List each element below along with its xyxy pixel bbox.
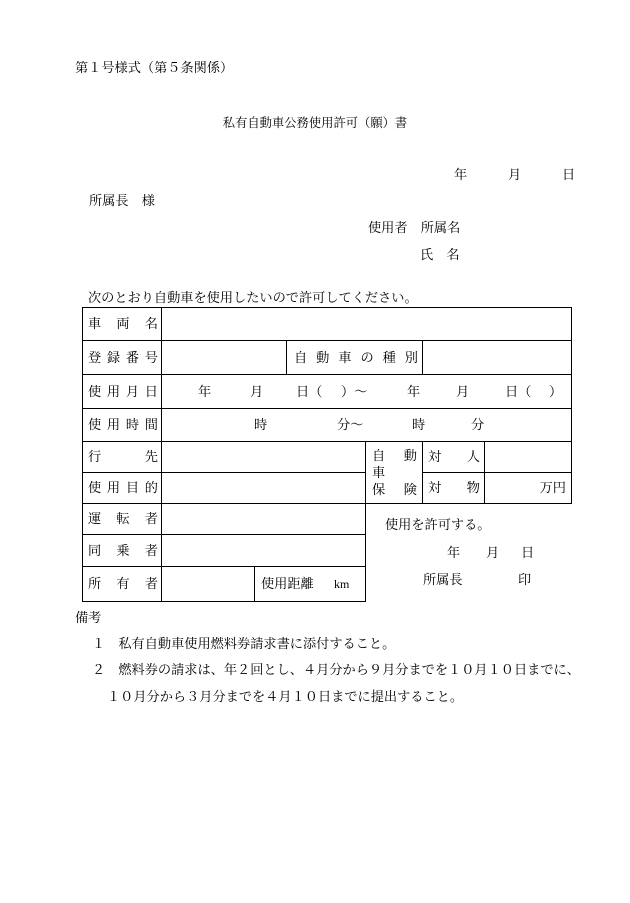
usage-date-end-weekday-close: ） [549,384,563,399]
application-table [82,307,572,602]
property-damage-label: 対 物 [422,472,485,504]
driver-label: 運 転 者 [82,503,162,535]
registration-number-field [161,340,287,375]
application-date-year-label: 年 [454,167,468,182]
remark-item-1: １ 私有自動車使用燃料券請求書に添付すること。 [92,636,396,651]
insurance-label-line-1: 自 動 車 [372,448,417,480]
approval-date-month-label: 月 [486,545,500,560]
usage-date-range-separator: ）～ [341,384,368,399]
usage-time-field [161,408,572,442]
approval-date-day-label: 日 [521,545,535,560]
distance-unit: km [334,577,350,591]
approver-label: 所属長 [423,572,463,587]
usage-time-end-hour: 時 [412,417,426,432]
form-number: 第１号様式（第５条関係） [75,60,234,75]
usage-date-end-year: 年 [407,384,421,399]
vehicle-type-label: 自 動 車 の 種 別 [286,340,423,375]
purpose-field [161,472,366,504]
bodily-injury-label: 対 人 [422,441,485,473]
destination-field [161,441,366,473]
form-title: 私有自動車公務使用許可（願）書 [222,116,408,130]
approval-section [365,503,572,602]
application-date-month-label: 月 [508,167,522,182]
distance-label: 使用距離 [261,576,314,591]
remarks-section [75,610,595,706]
owner-field [161,566,255,602]
usage-date-field [161,374,572,409]
property-damage-field [484,472,572,504]
usage-time-end-minute: 分 [471,417,485,432]
usage-time-label: 使 用 時 間 [82,408,162,442]
applicant-affiliation-label: 使用者 所属名 [368,220,461,235]
seal-label: 印 [518,572,532,587]
approval-date-year-label: 年 [447,545,461,560]
addressee-label: 所属長 様 [89,193,155,208]
insurance-label [365,441,423,504]
application-date-day-label: 日 [562,167,576,182]
application-date [454,167,576,183]
vehicle-name-label: 車 両 名 [82,307,162,341]
usage-date-start-month: 月 [250,384,264,399]
passenger-label: 同 乗 者 [82,534,162,567]
applicant-name-label: 氏 名 [420,247,460,262]
request-text: 次のとおり自動車を使用したいので許可してください。 [88,290,418,305]
distance-field [254,566,366,602]
driver-field [161,503,366,535]
owner-label: 所 有 者 [82,566,162,602]
remark-item-2-line-2: １０月分から３月分までを４月１０日までに提出すること。 [107,689,464,704]
usage-time-start-hour: 時 [254,417,268,432]
approval-text: 使用を許可する。 [385,517,491,532]
property-damage-unit: 万円 [539,480,566,495]
purpose-label: 使 用 目 的 [82,472,162,504]
destination-label: 行 先 [82,441,162,473]
vehicle-type-field [422,340,572,375]
registration-number-label: 登 録 番 号 [82,340,162,375]
insurance-label-line-2: 保 険 [372,482,417,497]
usage-date-label: 使 用 月 日 [82,374,162,409]
passenger-field [161,534,366,567]
usage-date-start-day: 日（ [296,384,323,399]
usage-date-end-day: 日（ [505,384,532,399]
remark-item-2-line-1: ２ 燃料券の請求は、年２回とし、４月分から９月分までを１０月１０日までに、 [92,662,580,677]
usage-date-end-month: 月 [456,384,470,399]
vehicle-name-field [161,307,572,341]
usage-time-start-minute: 分～ [337,417,364,432]
usage-date-start-year: 年 [198,384,212,399]
remarks-heading: 備考 [75,610,102,625]
bodily-injury-field [484,441,572,473]
